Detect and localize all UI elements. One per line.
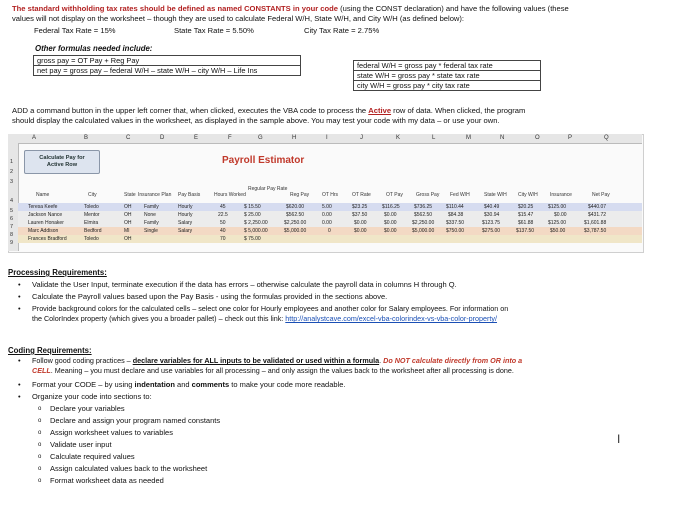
sub-item <box>38 428 438 438</box>
payroll-title: Payroll Estimator <box>222 155 305 166</box>
cell-st: $123.75 <box>482 220 501 226</box>
intro-paragraph <box>12 4 692 24</box>
coding-item-3 <box>18 392 688 402</box>
col-e: E <box>194 135 199 141</box>
cell-net: $431.72 <box>588 212 607 218</box>
formulas-right-table <box>353 60 541 91</box>
add-line1a: ADD a command button in the upper left corner that, when clicked, executes the VBA code to process the <box>12 106 369 115</box>
coding-warn: Do NOT calculate directly from OR into a <box>383 356 523 365</box>
row-3: 3 <box>10 179 14 185</box>
cell-st: $30.94 <box>484 212 500 218</box>
sub-text: Format worksheet data as needed <box>50 476 164 485</box>
row-5: 5 <box>10 208 14 214</box>
hdr-net: Net Pay <box>592 192 610 198</box>
hdr-hours: Hours Worked <box>214 192 246 198</box>
coding-text-1-line2 <box>32 366 514 376</box>
cell-hours: 40 <box>220 228 226 234</box>
coding-text-1 <box>32 356 522 366</box>
cell-cty: $15.47 <box>518 212 534 218</box>
sub-text: Declare your variables <box>50 404 125 413</box>
processing-text-3b-a: the ColorIndex property (which gives you a broader pallet) – check out this link: <box>32 314 286 323</box>
hdr-insurance: Insurance Plan <box>138 192 172 198</box>
intro-rest: (using the CONST declaration) and have the following values (these <box>338 4 569 13</box>
hdr-name: Name <box>36 192 50 198</box>
cell-otp: $116.25 <box>382 204 400 210</box>
hdr-rate: Regular Pay Rate <box>248 186 288 192</box>
col-b: B <box>84 135 89 141</box>
sub-text: Assign worksheet values to variables <box>50 428 173 437</box>
cell-ins: $50.00 <box>550 228 566 234</box>
cell-oth: 0.00 <box>322 212 332 218</box>
hdr-statewh: State W/H <box>484 192 507 198</box>
cell-oth: 0 <box>328 228 331 234</box>
cell-hours: 50 <box>220 220 226 226</box>
cell-otr: $0.00 <box>354 220 367 226</box>
cell-fed: $110.44 <box>446 204 464 210</box>
hdr-citywh: City W/H <box>518 192 538 198</box>
row-6: 6 <box>10 216 14 222</box>
processing-text-3: Provide background colors for the calculated cells – select one color for Hourly employees and another color for Salary employees. For information on <box>32 304 509 313</box>
cell-gross: $5,000.00 <box>412 228 435 234</box>
cell-rate: $ 15.50 <box>244 204 261 210</box>
hdr-paybasis: Pay Basis <box>178 192 201 198</box>
cell-reg: $5,000.00 <box>284 228 307 234</box>
bullet-icon: • <box>18 304 21 313</box>
federal-rate: Federal Tax Rate = 15% <box>34 26 116 35</box>
circle-bullet-icon: o <box>38 466 42 472</box>
cell-basis: Hourly <box>178 212 193 218</box>
table-row[interactable] <box>18 211 642 219</box>
cell-net: $440.07 <box>588 204 607 210</box>
column-headers <box>8 134 642 144</box>
cell-city: Elmira <box>84 220 99 226</box>
bullet-icon: • <box>18 292 21 301</box>
cell-st: $40.49 <box>484 204 500 210</box>
text-cursor-icon: I <box>617 432 621 446</box>
cell-gross: $2,250.00 <box>412 220 435 226</box>
cell-net: $1,601.88 <box>584 220 607 226</box>
processing-item-1 <box>18 280 688 290</box>
sub-item <box>38 416 438 426</box>
cell-rate: $ 75.00 <box>244 236 261 242</box>
hdr-otrate: OT Rate <box>352 192 371 198</box>
table-row[interactable] <box>18 227 642 235</box>
col-q: Q <box>604 135 609 141</box>
cell-gross: $562.50 <box>414 212 433 218</box>
cell-otr: $23.25 <box>352 204 368 210</box>
calculate-pay-button[interactable] <box>24 150 100 174</box>
cell-otr: $0.00 <box>354 228 367 234</box>
circle-bullet-icon: o <box>38 442 42 448</box>
circle-bullet-icon: o <box>38 430 42 436</box>
circle-bullet-icon: o <box>38 454 42 460</box>
cell-otp: $0.00 <box>384 228 397 234</box>
cell-state: MI <box>124 228 130 234</box>
col-l: L <box>432 135 436 141</box>
calc-btn-label-2: Active Row <box>46 162 78 168</box>
row-1: 1 <box>10 159 14 165</box>
sub-item <box>38 404 438 414</box>
hdr-othrs: OT Hrs <box>322 192 339 198</box>
coding-text-1c: . <box>379 356 384 365</box>
cell-otp: $0.00 <box>384 220 397 226</box>
sub-text: Assign calculated values back to the worksheet <box>50 464 208 473</box>
row-4: 4 <box>10 198 14 204</box>
cell-name: Jackson Nance <box>28 212 63 218</box>
col-j: J <box>360 135 363 141</box>
coding-warn-2: CELL <box>32 366 51 375</box>
cell-hours: 45 <box>220 204 226 210</box>
hdr-otpay: OT Pay <box>386 192 403 198</box>
col-i: I <box>326 135 328 141</box>
colorindex-link[interactable]: http://analystcave.com/excel-vba-colorindex-vs-vba-color-property/ <box>285 314 498 323</box>
coding-text-1-rest: . Meaning – you must declare and use variables for all processing – and only assign the values back to the worksheet after all processing is done. <box>50 366 514 375</box>
cell-oth: 5.00 <box>322 204 332 210</box>
cell-city: Bedford <box>84 228 102 234</box>
row-7: 7 <box>10 224 14 230</box>
coding-item-1 <box>18 356 688 378</box>
add-line2: should display the calculated values in the worksheet, as displayed in the sample above. You may test your code with my data – or use your own. <box>12 116 500 125</box>
cell-cty: $61.88 <box>518 220 534 226</box>
sub-text: Calculate required values <box>50 452 135 461</box>
formula-gross: gross pay = OT Pay + Reg Pay <box>34 56 301 66</box>
cell-gross: $736.25 <box>414 204 433 210</box>
coding-text-1b: declare variables for ALL inputs to be validated or used within a formula <box>132 356 380 365</box>
table-row[interactable] <box>18 203 642 211</box>
row-9: 9 <box>10 240 14 246</box>
active-word: Active <box>368 106 392 115</box>
sub-text: Validate user input <box>50 440 112 449</box>
cell-fed: $84.38 <box>448 212 464 218</box>
cell-basis: Hourly <box>178 204 193 210</box>
cell-state: OH <box>124 220 132 226</box>
sub-item <box>38 440 438 450</box>
cell-name: Teresa Keefe <box>28 204 58 210</box>
cell-otr: $37.50 <box>352 212 368 218</box>
intro-line2: values will not display on the worksheet – though they are used to calculate Federal W/H, State W/H, and City W/H (as defined below): <box>12 14 465 23</box>
formula-net: net pay = gross pay – federal W/H – state W/H – city W/H – Life Ins <box>34 66 301 76</box>
processing-title: Processing Requirements: <box>8 268 107 277</box>
formula-federal: federal W/H = gross pay * federal tax rate <box>354 61 541 71</box>
table-row[interactable] <box>18 235 642 243</box>
cell-reg: $562.50 <box>286 212 305 218</box>
cell-cty: $20.25 <box>518 204 534 210</box>
coding-text-2a: Format your CODE – by using <box>32 380 135 389</box>
cell-ins: $125.00 <box>548 220 567 226</box>
processing-item-2 <box>18 292 688 302</box>
formula-city: city W/H = gross pay * city tax rate <box>354 81 541 91</box>
cell-plan: Single <box>144 228 158 234</box>
add-command-paragraph <box>12 106 692 126</box>
col-o: O <box>535 135 540 141</box>
cell-name: Frances Bradford <box>28 236 67 242</box>
col-m: M <box>466 135 471 141</box>
cell-state: OH <box>124 204 132 210</box>
calc-btn-label-1: Calculate Pay for <box>39 155 85 161</box>
bullet-icon: • <box>18 392 21 401</box>
coding-text-3: Organize your code into sections to: <box>32 392 152 401</box>
coding-text-2e: to make your code more readable. <box>229 380 346 389</box>
coding-text-2 <box>32 380 345 390</box>
sub-text: Declare and assign your program named constants <box>50 416 221 425</box>
row-8: 8 <box>10 232 14 238</box>
cell-otp: $0.00 <box>384 212 397 218</box>
col-p: P <box>568 135 573 141</box>
cell-rate: $ 2,250.00 <box>244 220 268 226</box>
cell-city: Mentor <box>84 212 100 218</box>
sheet-header-row <box>18 186 642 202</box>
hdr-regpay: Reg Pay <box>290 192 310 198</box>
cell-city: Toledo <box>84 236 99 242</box>
state-rate: State Tax Rate = 5.50% <box>174 26 254 35</box>
cell-rate: $ 25.00 <box>244 212 261 218</box>
city-rate: City Tax Rate = 2.75% <box>304 26 380 35</box>
col-g: G <box>258 135 263 141</box>
col-d: D <box>160 135 165 141</box>
cell-reg: $620.00 <box>286 204 305 210</box>
cell-hours: 22.5 <box>218 212 228 218</box>
processing-text-1: Validate the User Input, terminate execution if the data has errors – otherwise calculate the payroll data in columns H through Q. <box>32 280 457 289</box>
hdr-state: State <box>124 192 136 198</box>
cell-state: OH <box>124 236 132 242</box>
intro-bold: The standard withholding tax rates should be defined as named CONSTANTS in your code <box>12 4 339 13</box>
cell-ins: $125.00 <box>548 204 567 210</box>
circle-bullet-icon: o <box>38 478 42 484</box>
cell-plan: Family <box>144 220 159 226</box>
cell-basis: Salary <box>178 220 193 226</box>
coding-text-2b: indentation <box>134 380 175 389</box>
cell-state: OH <box>124 212 132 218</box>
cell-name: Marc Addison <box>28 228 59 234</box>
cell-hours: 70 <box>220 236 226 242</box>
table-row[interactable] <box>18 219 642 227</box>
hdr-fedwh: Fed W/H <box>450 192 470 198</box>
col-a: A <box>32 135 37 141</box>
hdr-gross: Gross Pay <box>416 192 440 198</box>
sub-item <box>38 452 438 462</box>
cell-net: $3,787.50 <box>584 228 607 234</box>
cell-fed: $337.50 <box>446 220 465 226</box>
bullet-icon: • <box>18 280 21 289</box>
row-2: 2 <box>10 169 14 175</box>
coding-text-2d: comments <box>191 380 230 389</box>
cell-st: $275.00 <box>482 228 501 234</box>
processing-item-3 <box>18 304 688 326</box>
coding-item-2 <box>18 380 688 390</box>
col-h: H <box>292 135 297 141</box>
formulas-left-table <box>33 55 301 76</box>
coding-title: Coding Requirements: <box>8 346 92 355</box>
bullet-icon: • <box>18 356 21 365</box>
coding-text-2c: and <box>174 380 192 389</box>
processing-text-3b <box>32 314 497 324</box>
cell-plan: None <box>144 212 156 218</box>
cell-fed: $750.00 <box>446 228 465 234</box>
cell-ins: $0.00 <box>554 212 567 218</box>
formula-state: state W/H = gross pay * state tax rate <box>354 71 541 81</box>
circle-bullet-icon: o <box>38 418 42 424</box>
col-f: F <box>228 135 232 141</box>
col-c: C <box>126 135 131 141</box>
cell-reg: $2,250.00 <box>284 220 307 226</box>
hdr-ins: Insurance <box>550 192 572 198</box>
formulas-title: Other formulas needed include: <box>35 44 153 53</box>
coding-text-1a: Follow good coding practices – <box>32 356 133 365</box>
bullet-icon: • <box>18 380 21 389</box>
sub-item <box>38 464 438 474</box>
cell-name: Lauren Honaker <box>28 220 64 226</box>
circle-bullet-icon: o <box>38 406 42 412</box>
processing-text-2: Calculate the Payroll values based upon the Pay Basis - using the formulas provided in the sections above. <box>32 292 388 301</box>
hdr-city: City <box>88 192 97 198</box>
cell-oth: 0.00 <box>322 220 332 226</box>
cell-basis: Salary <box>178 228 193 234</box>
cell-city: Toledo <box>84 204 99 210</box>
col-k: K <box>396 135 401 141</box>
cell-plan: Family <box>144 204 159 210</box>
cell-cty: $137.50 <box>516 228 535 234</box>
col-n: N <box>500 135 505 141</box>
add-line1b: row of data. When clicked, the program <box>391 106 526 115</box>
sub-item <box>38 476 438 486</box>
cell-rate: $ 5,000.00 <box>244 228 268 234</box>
